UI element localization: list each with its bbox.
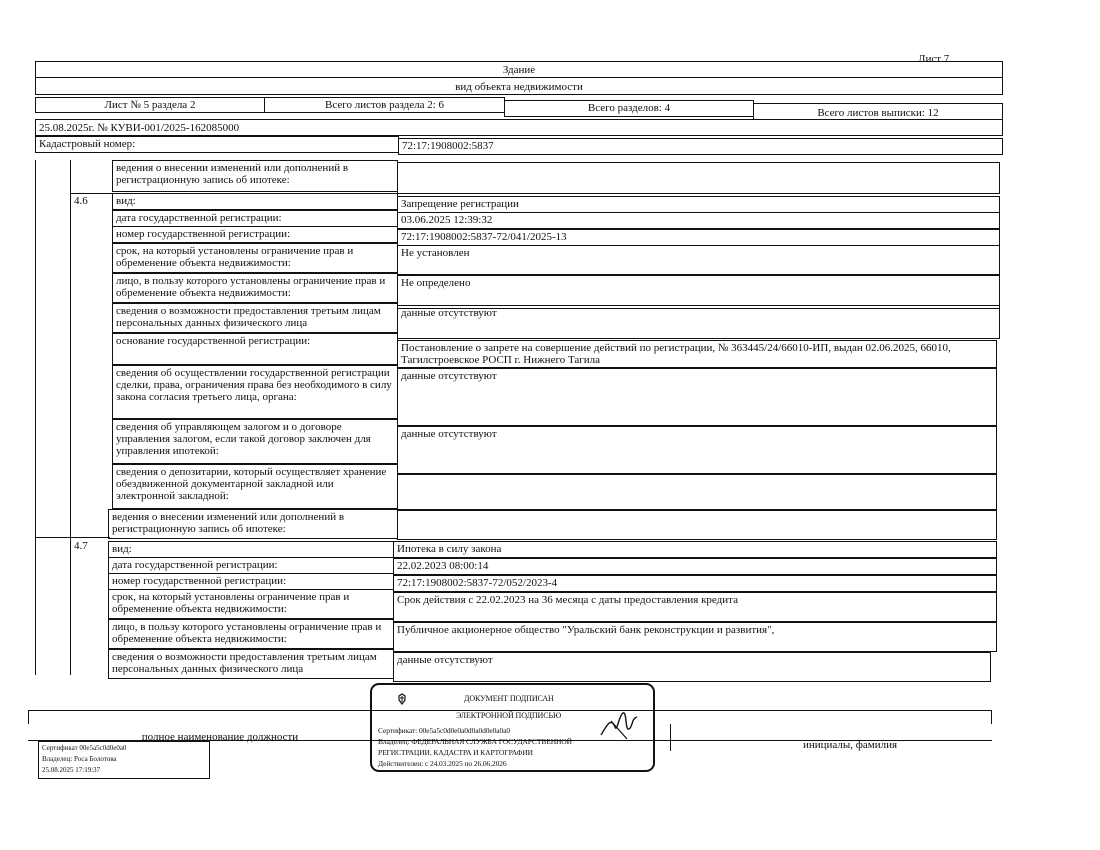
emblem-icon [396, 693, 408, 708]
sheet-of-section: Лист № 5 раздела 2 [35, 97, 265, 113]
row-46-value: данные отсутствуют [397, 305, 1000, 339]
total-sections: Всего разделов: 4 [504, 100, 754, 117]
row-47-value: 72:17:1908002:5837-72/052/2023-4 [393, 575, 997, 592]
row-46-label: номер государственной регистрации: [112, 226, 398, 243]
carry-row-label: ведения о внесении изменений или дополнений в регистрационную запись об ипотеке: [112, 160, 398, 192]
row-46-label: сведения о депозитарии, который осуществляет хранение обездвиженной документарной закладной или электронной закладной: [112, 464, 398, 509]
row-46-label: дата государственной регистрации: [112, 210, 398, 227]
section-47-number: 4.7 [74, 540, 88, 552]
row-47-value: Ипотека в силу закона [393, 541, 997, 558]
stamp-line: Сертификат: 00e5a5c0d0e0a0d0a0d0e0a0a0 [378, 726, 511, 735]
row-46-value: данные отсутствуют [397, 426, 997, 474]
row-47-label: дата государственной регистрации: [108, 557, 394, 574]
row-46-value: Запрещение регистрации [397, 196, 1000, 213]
cadastral-label: Кадастровый номер: [35, 136, 399, 153]
row-46-label: основание государственной регистрации: [112, 333, 398, 365]
carry-row-value [397, 162, 1000, 194]
total-sheets-section: Всего листов раздела 2: 6 [264, 97, 505, 113]
signature-col-divider [670, 724, 671, 751]
cadastral-value: 72:17:1908002:5837 [398, 138, 1003, 155]
section-46-number: 4.6 [70, 193, 113, 536]
row-46-label: ведения о внесении изменений или дополнений в регистрационную запись об ипотеке: [108, 509, 398, 539]
extract-date-number: 25.08.2025г. № КУВИ-001/2025-162085000 [35, 119, 1003, 136]
row-47-value: 22.02.2023 08:00:14 [393, 558, 997, 575]
row-46-value [397, 510, 997, 540]
small-stamp-line: 25.08.2025 17:19:37 [42, 766, 101, 774]
row-46-value [397, 474, 997, 510]
row-46-value: Не установлен [397, 245, 1000, 275]
row-47-label: номер государственной регистрации: [108, 573, 394, 590]
stamp-line: Действителен: с 24.03.2025 по 26.06.2026 [378, 759, 507, 768]
small-stamp-line: Владелец: Роса Болотова [42, 755, 117, 763]
handwritten-signature [597, 705, 645, 748]
sheet-label: Лист 7 [918, 53, 950, 65]
row-46-value: данные отсутствуют [397, 368, 997, 426]
row-46-value: 03.06.2025 12:39:32 [397, 212, 1000, 229]
row-47-value: Срок действия с 22.02.2023 на 36 месяца с даты предоставления кредита [393, 592, 997, 622]
row-47-value: данные отсутствуют [393, 652, 991, 682]
row-47-value: Публичное акционерное общество "Уральский банк реконструкции и развития", [393, 622, 997, 652]
row-47-label: лицо, в пользу которого установлены ограничение прав и обременение объекта недвижимости: [108, 619, 394, 649]
row-47-label: срок, на который установлены ограничение прав и обременение объекта недвижимости: [108, 589, 394, 619]
object-title: Здание [35, 61, 1003, 78]
stamp-title-line: ЭЛЕКТРОННОЙ ПОДПИСЬЮ [456, 711, 562, 720]
row-46-label: сведения о возможности предоставления третьим лицам персональных данных физического лица [112, 303, 398, 333]
row-47-label: сведения о возможности предоставления третьим лицам персональных данных физического лица [108, 649, 394, 679]
row-46-label: сведения об осуществлении государственной регистрации сделки, права, ограничения права без необходимого в силу закона согласия третьего лица, органа: [112, 365, 398, 419]
row-46-value: Постановление о запрете на совершение действий по регистрации, № 363445/24/66010-ИП, выдан 02.06.2025, 66010, Тагилстроевское РОСП г. Нижнего Тагила [397, 340, 997, 368]
row-46-value: 72:17:1908002:5837-72/041/2025-13 [397, 229, 1000, 246]
object-kind: вид объекта недвижимости [35, 77, 1003, 95]
small-cert-stamp [38, 741, 210, 779]
total-sheets-extract: Всего листов выписки: 12 [753, 103, 1003, 120]
col-line-left [35, 160, 36, 675]
row-47-label: вид: [108, 541, 394, 558]
small-stamp-line: Сертификат 00e5a5c0d0e0a0 [42, 744, 127, 752]
section-47-divider [35, 537, 110, 538]
stamp-line: РЕГИСТРАЦИИ, КАДАСТРА И КАРТОГРАФИИ [378, 748, 534, 757]
stamp-title-line: ДОКУМЕНТ ПОДПИСАН [464, 694, 554, 703]
row-46-label: лицо, в пользу которого установлены ограничение прав и обременение объекта недвижимости: [112, 273, 398, 303]
initials-label: инициалы, фамилия [802, 739, 898, 751]
position-label: полное наименование должности [141, 731, 299, 743]
stamp-line: Владелец: ФЕДЕРАЛЬНАЯ СЛУЖБА ГОСУДАРСТВЕННОЙ [378, 737, 572, 746]
row-46-label: вид: [112, 193, 398, 210]
row-46-value: Не определено [397, 275, 1000, 309]
electronic-signature-stamp [370, 683, 655, 772]
row-46-label: сведения об управляющем залогом и о договоре управления залогом, если такой договор заключен для управления ипотекой: [112, 419, 398, 464]
row-46-label: срок, на который установлены ограничение прав и обременение объекта недвижимости: [112, 243, 398, 273]
